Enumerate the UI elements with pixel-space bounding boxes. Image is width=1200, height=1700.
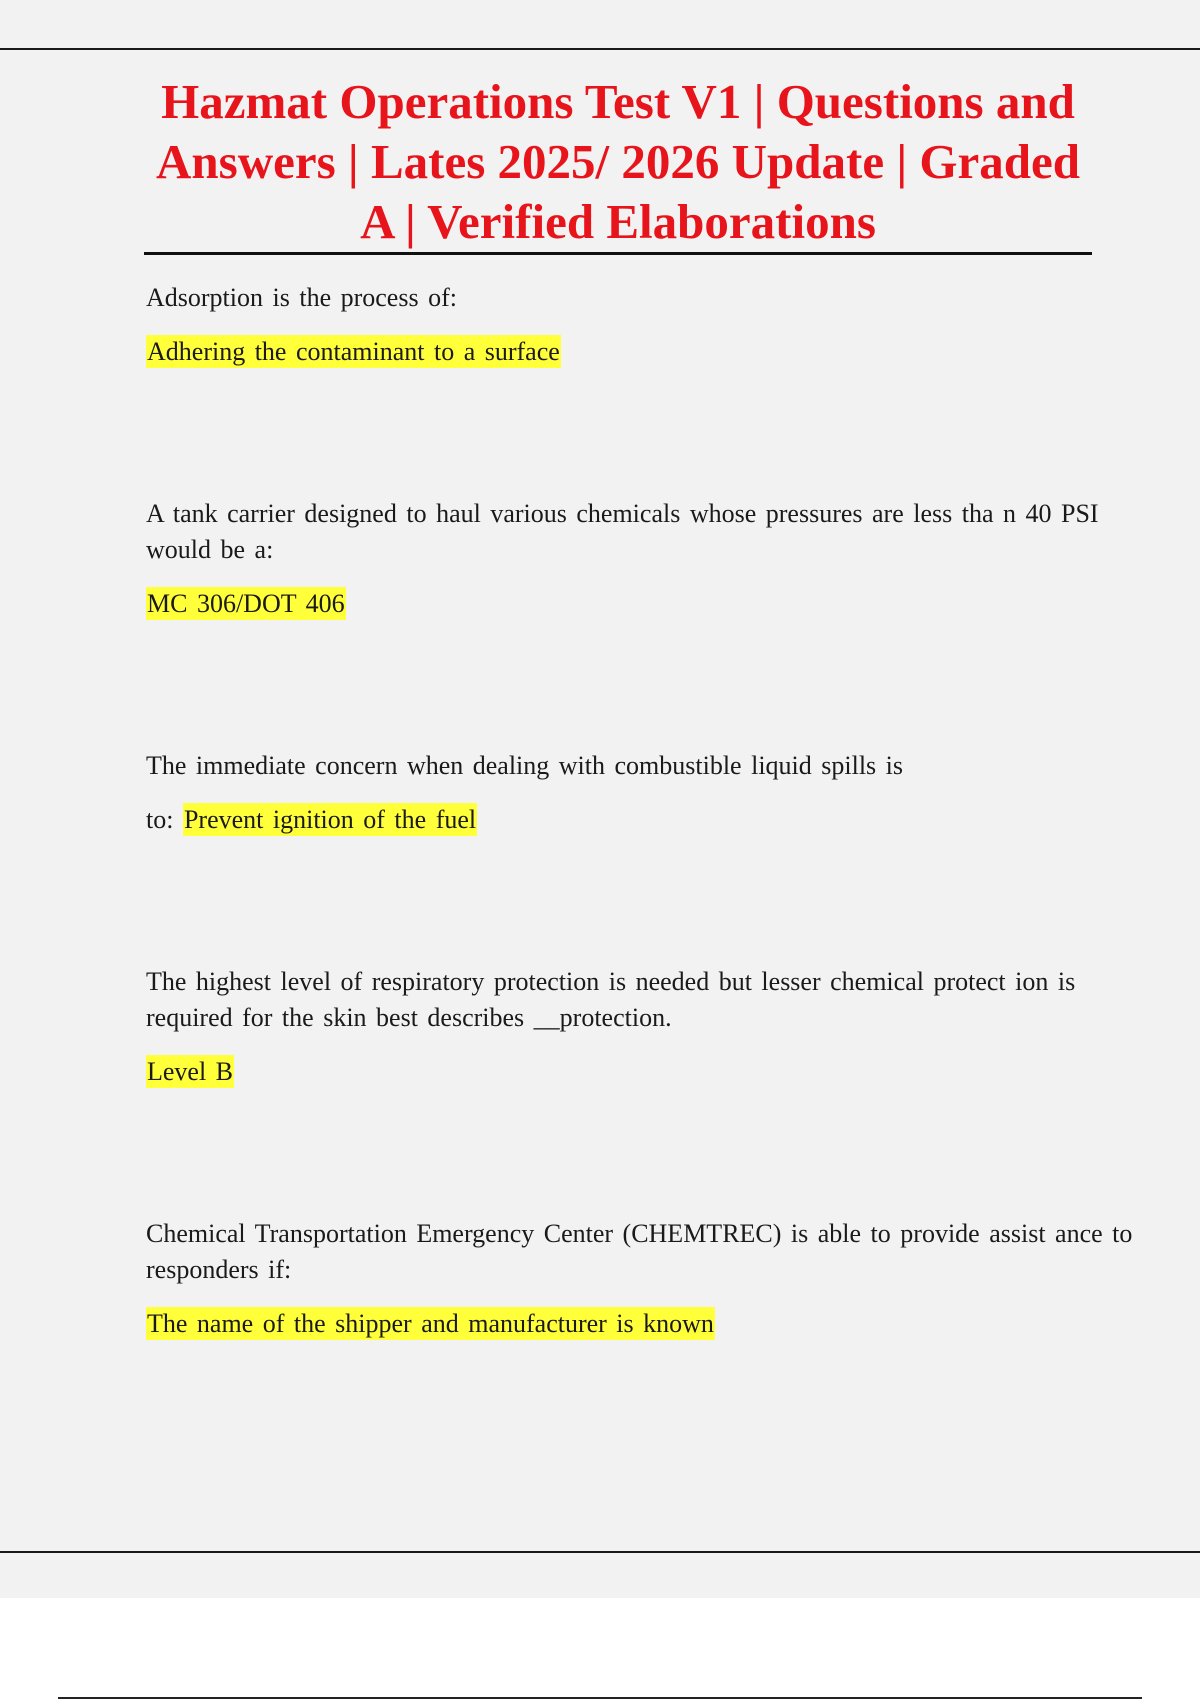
answer-line xyxy=(146,1054,1136,1090)
question-text: A tank carrier designed to haul various chemicals whose pressures are less tha n 40 PSI would be a: xyxy=(146,499,1099,564)
answer-prefix: to: xyxy=(146,805,183,834)
question-text: The highest level of respiratory protection is needed but lesser chemical protect ion is required for the skin best describes __protection. xyxy=(146,967,1076,1032)
answer-highlight: Prevent ignition of the fuel xyxy=(183,805,477,834)
answer-line xyxy=(146,334,1136,370)
answer-highlight: The name of the shipper and manufacturer is known xyxy=(147,1309,714,1338)
question-text: The immediate concern when dealing with combustible liquid spills is xyxy=(146,751,904,780)
qa-item-2 xyxy=(146,496,1136,622)
title-block xyxy=(144,72,1092,255)
question-text: Adsorption is the process of: xyxy=(146,283,457,312)
answer-highlight: Adhering the contaminant to a surface xyxy=(147,337,560,366)
page-bottom-rule xyxy=(0,1551,1200,1553)
qa-item-1 xyxy=(146,280,1136,370)
question-text: Chemical Transportation Emergency Center (CHEMTREC) is able to provide assist ance to responders if: xyxy=(146,1219,1133,1284)
answer-line xyxy=(146,802,1136,838)
document-title: Hazmat Operations Test V1 | Questions and Answers | Lates 2025/ 2026 Update | Graded A | Verified Elaborations xyxy=(156,74,1080,249)
qa-item-5 xyxy=(146,1216,1136,1342)
qa-item-4 xyxy=(146,964,1136,1090)
answer-highlight: MC 306/DOT 406 xyxy=(147,589,345,618)
page-top-rule xyxy=(0,48,1200,50)
answer-highlight: Level B xyxy=(147,1057,234,1086)
answer-line xyxy=(146,1306,1136,1342)
next-page-rule xyxy=(58,1697,1142,1699)
qa-item-3 xyxy=(146,748,1136,838)
answer-line xyxy=(146,586,1136,622)
